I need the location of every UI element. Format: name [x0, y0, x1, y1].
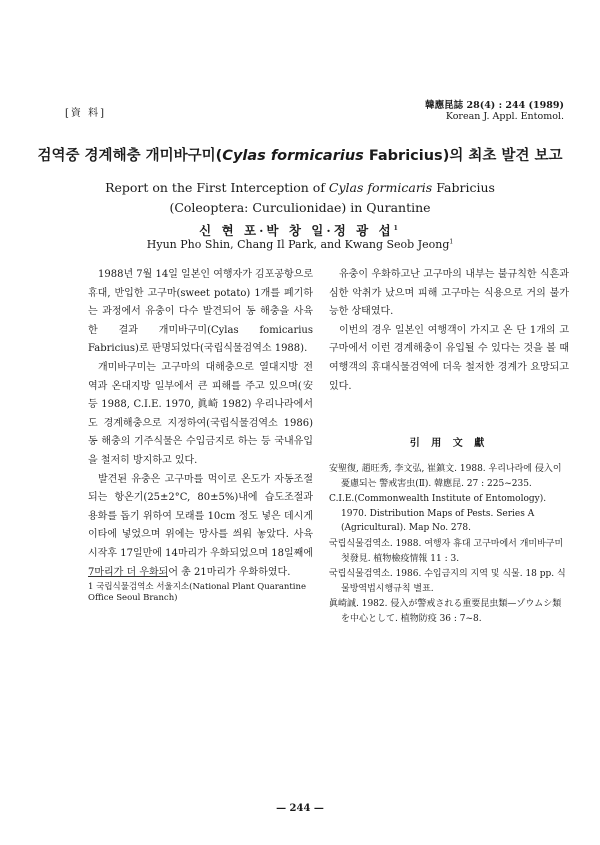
- authors-korean-names: 신 현 포·박 창 일·정 광 섭: [199, 223, 394, 238]
- title-english-line2: (Coleoptera: Curculionidae) in Qurantine: [169, 200, 431, 215]
- reference-item: 국립식물검역소. 1988. 여행자 휴대 고구마에서 개미바구미 첫發見. 植物檢疫情報 11 : 3.: [329, 538, 564, 564]
- title-english-line1-before: Report on the First Interception of: [105, 180, 329, 195]
- authors-korean: [0, 221, 600, 239]
- reference-item: 安聖復, 趙旺秀, 李文弘, 崔鎮文. 1988. 우리나라에 侵入이 憂慮되는 警戒害虫(Ⅱ). 韓應昆. 27 : 225~235.: [329, 464, 562, 489]
- body-paragraph: 이번의 경우 일본인 여행객이 가지고 온 단 1개의 고구마에서 이런 경계해충이 유입될 수 있다는 것을 볼 때 여행객의 휴대식물검역에 더욱 철저한 경계가 요망되고 있다.: [329, 324, 569, 392]
- references-heading: 引 用 文 獻: [409, 438, 489, 449]
- reference-item: C.I.E.(Commonwealth Institute of Entomology). 1970. Distribution Maps of Pests. Series A (Agricultural). Map No. 278.: [329, 494, 547, 534]
- journal-citation-en: Korean J. Appl. Entomol.: [445, 111, 564, 122]
- title-english-line1: [0, 178, 600, 198]
- footnote-divider: [88, 576, 168, 577]
- title-english-species: Cylas formicaris: [328, 180, 433, 195]
- title-korean-species: Cylas formicarius: [222, 148, 364, 164]
- footnote: 1 국립식물검역소 서울지소(National Plant Quarantine Office Seoul Branch): [88, 582, 307, 603]
- authors-english-affiliation-mark: 1: [449, 238, 454, 246]
- reference-item: 眞崎誠. 1982. 侵入が警戒される重要昆虫類—ゾウムシ類を中心として. 植物防疫 36 : 7~8.: [329, 599, 562, 624]
- journal-citation-ko: 韓應昆誌 28(4) : 244 (1989): [425, 100, 564, 111]
- title-korean: [0, 144, 600, 165]
- journal-citation: [425, 100, 564, 122]
- title-english-line1-after: Fabricius: [432, 180, 495, 195]
- title-english: [0, 178, 600, 218]
- authors-korean-affiliation-mark: 1: [393, 224, 401, 232]
- body-paragraph: 1988년 7월 14일 일본인 여행자가 김포공항으로 휴대, 반입한 고구마(sweet potato) 1개를 폐기하는 과정에서 유충이 다수 발견되어 동 해충을 사육한 결과 개미바구미(Cylas fomicarius Fabricius)로 판명되었다(국립식물검역소 1988).: [88, 269, 313, 355]
- body-paragraph: 유충이 우화하고난 고구마의 내부는 불규칙한 식흔과 심한 악취가 났으며 피해 고구마는 식용으로 거의 불가능한 상태였다.: [329, 269, 569, 318]
- body-right-column: [329, 266, 569, 396]
- body-paragraph: 발견된 유충은 고구마를 먹이로 온도가 자동조절되는 항온기(25±2°C, 80±5%)내에 습도조절과 용화를 돕기 위하여 모래를 10cm 정도 넣은 데시게이타에 넣었으며 위에는 망사를 씌워 놓았다. 사육시작후 17일만에 14마리가 우화되었으며 18일째에 7마리가 더 우화되어 총 21마리가 우화하였다.: [88, 473, 313, 578]
- references-list: [329, 462, 569, 628]
- title-korean-before: 검역중 경계해충 개미바구미(: [37, 148, 223, 164]
- title-korean-after: Fabricius)의 최초 발견 보고: [363, 148, 563, 164]
- body-paragraph: 개미바구미는 고구마의 대해충으로 열대지방 전역과 온대지방 일부에서 큰 피해를 주고 있으며(安 등 1988, C.I.E. 1970, 眞崎 1982) 우리나라에서도 경계해충으로 지정하여(국립식물검역소 1986) 동 해충의 기주식물은 수입금지로 하는 등 국내유입을 철저히 방지하고 있다.: [88, 361, 313, 466]
- body-left-column: [88, 266, 313, 582]
- section-tag: [資 料]: [65, 108, 106, 119]
- authors-english: [0, 238, 600, 251]
- authors-english-names: Hyun Pho Shin, Chang Il Park, and Kwang Seob Jeong: [146, 238, 450, 251]
- page-number: — 244 —: [276, 803, 324, 814]
- reference-item: 국립식물검역소. 1986. 수입금지의 지역 및 식물. 18 pp. 식물방역법시행규칙 별표.: [329, 569, 566, 594]
